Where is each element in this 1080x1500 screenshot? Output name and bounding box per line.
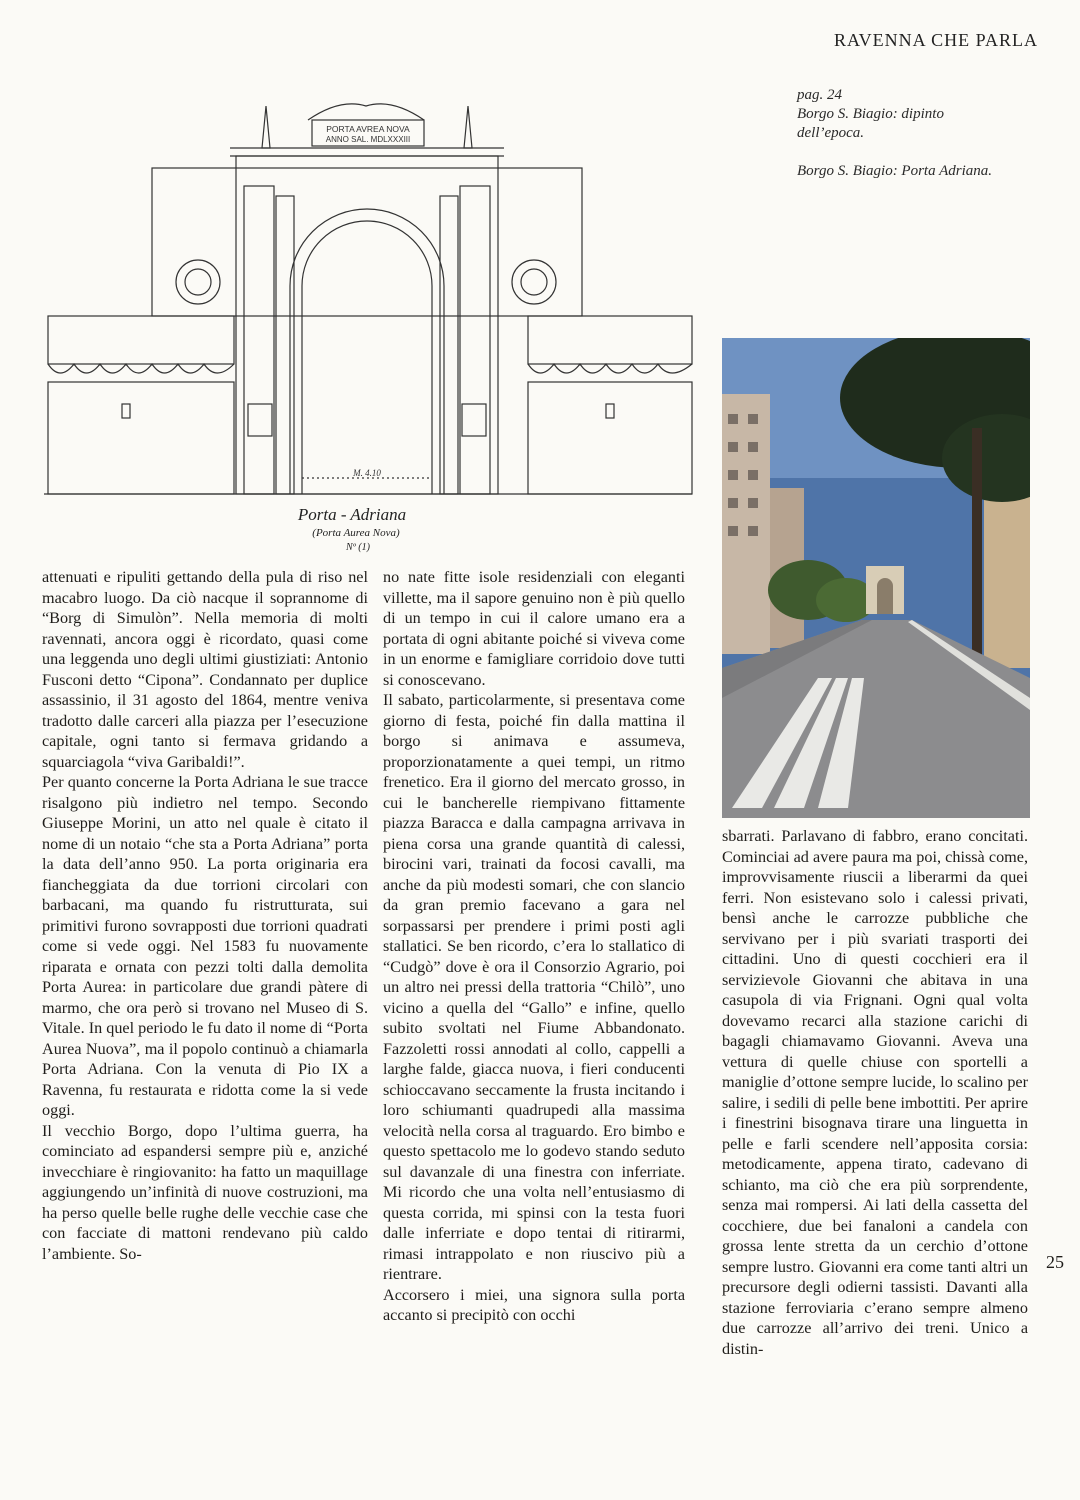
- paragraph: sbarrati. Parlavano di fabbro, erano concitati. Cominciai ad avere paura ma poi, chissà come, improvvisamente riuscii a liberarmi da quei ferri. Non esistevano solo i calessi privati, bensì anche le carrozze pubbliche che servivano per i più svariati trasporti dei cittadini. Uno di questi cocchieri era il servizievole Giovanni che abitava in una casupola di via Frignani. Ogni qual volta dovevamo recarci alla stazione carichi di bagagli chiamavamo Giovanni. Aveva una vettura di quelle chiuse con sportelli a maniglie d’ottone sempre lucide, lo scalino per salire, i sedili di pelle bene imbottiti. Per aprire i finestrini bisognava tirare una linguetta in pelle e farli scendere nell’apposita corsia: metodicamente, appena tirato, cadevano di schianto, ma ciò che era più sorprendente, senza mai rompersi. Ai lati della cassetta del cocchiere, due bei fanaloni a candela con grossa lente stretta da un cerchio d’ottone sempre lustro. Giovanni era come tanti altri un precursore degli odierni tassisti. Davanti alla stazione ferroviaria c’erano sempre almeno due carrozze all’arrivo dei treni. Unico a distin-: [722, 827, 1028, 1358]
- drawing-subtitle: (Porta Aurea Nova): [312, 527, 400, 539]
- captions: [797, 86, 1057, 181]
- caption-painting-1: Borgo S. Biagio: dipinto: [797, 106, 944, 122]
- paragraph: Accorsero i miei, una signora sulla porta accanto si precipitò con occhi: [383, 1285, 685, 1324]
- paragraph: Il sabato, particolarmente, si presentava come giorno di festa, poiché fin dalla mattina il borgo si animava e assumeva, proporzionatamente a quei tempi, un ritmo frenetico. Era il giorno del mercato grosso, in cui le bancherelle riempivano fittamente piazza Baracca e dalla campagna arrivava in piena corsa una grande quantità di calessi, birocini vari, trainati da focosi cavalli, ma anche da più modesti somari, che con slancio da gran premio facevano a gara nel sorpassarsi per prendere i primi posti agli stallatici. Se ben ricordo, c’era lo stallatico di “Cudgò” dove è ora il Consorzio Agrario, poi un altro nei pressi della trattoria “Chilò”, uno vicino a quella del “Gallo” e infine, quello subito svoltati nel Fiume Abbandonato. Fazzoletti rossi annodati al collo, cappelli a larghe falde, giacca nuova, i fieri conducenti schioccavano seccamente la frusta incitando i loro schiumanti quadrupedi alla massima velocità nella corsa al traguardo. Ero bimbo e questo spettacolo me lo godevo stando seduto sul davanzale di una finestra con inferriate. Mi ricordo che una volta nell’entusiasmo di questa corrida, mi spinsi con la testa fuori dalle inferriate e dopo tentai di ritirarmi, rimasi intrappolato e non riuscivo più a rientrare.: [383, 691, 685, 1283]
- porta-adriana-drawing: [40, 86, 700, 566]
- drawing-number: Nº (1): [346, 542, 370, 553]
- drawing-title: Porta - Adriana: [297, 505, 407, 524]
- text-column-3: [722, 826, 1028, 1359]
- porta-adriana-photo: [722, 338, 1030, 818]
- paragraph: attenuati e ripuliti gettando della pula di riso nel macabro luogo. Da ciò nacque il soprannome di “Borg di Simulòn”. Nella memoria di molti ravennati, ancora oggi è ricordato, quasi come una leggenda uno degli ultimi giustiziati: Antonio Fusconi detto “Cipona”. Condannato per duplice assassinio, il 31 agosto del 1864, mentre veniva tradotto dalle carceri alla piazza per l’esecuzione capitale, ogni tanto si fermava gridando a squarciagola “viva Garibaldi!”.: [42, 568, 368, 771]
- inscription-line-1: PORTA AVREA NOVA: [326, 124, 410, 134]
- caption-photo: Borgo S. Biagio: Porta Adriana.: [797, 163, 992, 179]
- page-number: 25: [1046, 1252, 1064, 1272]
- measure-label: M. 4.10: [353, 468, 381, 478]
- caption-page-ref: pag. 24: [797, 87, 842, 103]
- caption-painting-2: dell’epoca.: [797, 125, 865, 141]
- text-column-2: [383, 567, 685, 1326]
- paragraph: Il vecchio Borgo, dopo l’ultima guerra, ha cominciato ad espandersi sempre più e, anziché invecchiare è ringiovanito: ha fatto un maquillage aggiungendo un’infinità di nuove costruzioni, ma ha perso quelle belle rughe delle vecchie case che con facciate di mattoni rendevano più caldo l’ambiente. So-: [42, 1121, 368, 1263]
- inscription-line-2: ANNO SAL. MDLXXXIII: [325, 135, 411, 144]
- running-head: RAVENNA CHE PARLA: [833, 30, 1038, 50]
- text-column-1: [42, 567, 368, 1264]
- paragraph: Per quanto concerne la Porta Adriana le sue tracce risalgono più indietro nel tempo. Secondo Giuseppe Morini, un atto nel quale è citato il nome di un notaio “che sta a Porta Adriana” porta la data dell’anno 950. La porta originaria era fiancheggiata da due torrioni circolari con barbacani, ma quando fu ristrutturata, sui primitivi furono sovrapposti due torrioni quadrati come si vede oggi. Nel 1583 fu nuovamente riparata e ornata con pezzi tolti dalla demolita Porta Aurea: in particolare due grandi pàtere di marmo, che ora però si trovano nel Museo di S. Vitale. In quel periodo le fu dato il nome di “Porta Aurea Nuova”, ma il popolo continuò a chiamarla Porta Adriana. Con la venuta di Pio IX a Ravenna, fu restaurata e ridotta come la si vede oggi.: [42, 773, 368, 1119]
- paragraph: no nate fitte isole residenziali con eleganti villette, ma il sapore genuino non è più quello di un tempo in cui il calore umano era a portata di ogni abitante poiché si viveva come in un enorme e famigliare corridoio dove tutti si conoscevano.: [383, 568, 685, 689]
